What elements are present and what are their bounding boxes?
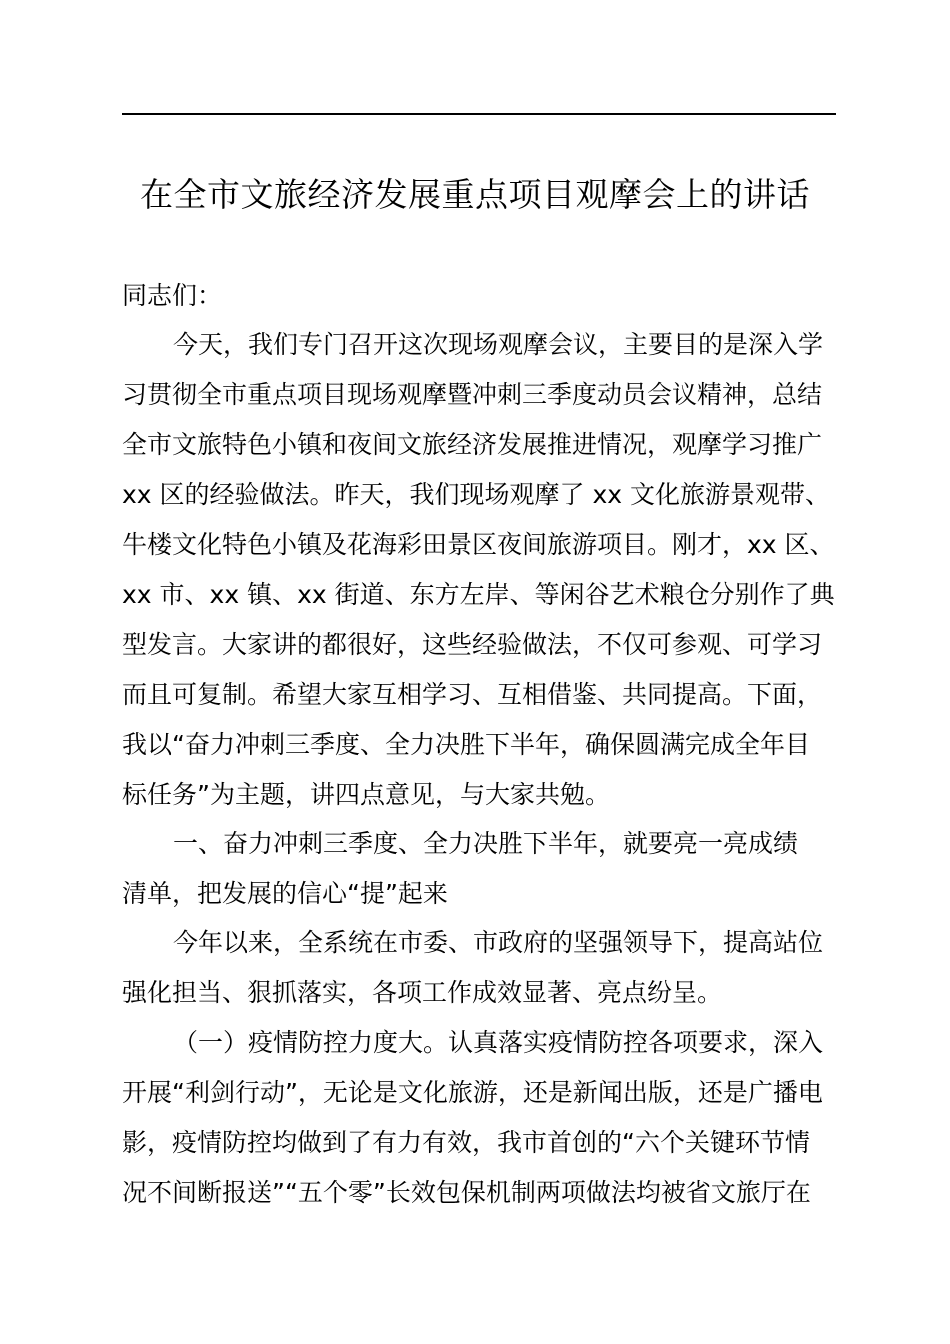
- section-heading-line: 清单，把发展的信心“提”起来: [122, 879, 448, 908]
- paragraph-line: 况不间断报送”“五个零”长效包保机制两项做法均被省文旅厅在: [122, 1178, 811, 1207]
- paragraph-line: 我以“奋力冲刺三季度、全力决胜下半年，确保圆满完成全年目: [122, 730, 810, 759]
- paragraph-line: （一）疫情防控力度大。认真落实疫情防控各项要求，深入: [173, 1028, 824, 1057]
- paragraph-line: 今年以来，全系统在市委、市政府的坚强领导下，提高站位: [173, 928, 824, 957]
- paragraph-line: 开展“利剑行动”，无论是文化旅游，还是新闻出版，还是广播电: [122, 1078, 823, 1107]
- paragraph-line: 型发言。大家讲的都很好，这些经验做法，不仅可参观、可学习: [122, 630, 823, 659]
- header-rule: [122, 113, 836, 115]
- paragraph-line: xx 区的经验做法。昨天，我们现场观摩了 xx 文化旅游景观带、: [122, 480, 831, 509]
- paragraph-line: 影，疫情防控均做到了有力有效，我市首创的“六个关键环节情: [122, 1128, 810, 1157]
- paragraph-line: 标任务”为主题，讲四点意见，与大家共勉。: [122, 780, 610, 809]
- salutation: 同志们：: [122, 281, 223, 310]
- paragraph-line: xx 市、xx 镇、xx 街道、东方左岸、等闲谷艺术粮仓分别作了典: [122, 580, 835, 609]
- paragraph-line: 强化担当、狠抓落实，各项工作成效显著、亮点纷呈。: [122, 978, 723, 1007]
- paragraph-line: 而且可复制。希望大家互相学习、互相借鉴、共同提高。下面，: [122, 680, 823, 709]
- paragraph-line: 习贯彻全市重点项目现场观摩暨冲刺三季度动员会议精神，总结: [122, 380, 823, 409]
- document-title: 在全市文旅经济发展重点项目观摩会上的讲话: [140, 175, 810, 214]
- paragraph-line: 牛楼文化特色小镇及花海彩田景区夜间旅游项目。刚才，xx 区、: [122, 530, 835, 559]
- paragraph-line: 全市文旅特色小镇和夜间文旅经济发展推进情况，观摩学习推广: [122, 430, 823, 459]
- paragraph-line: 今天，我们专门召开这次现场观摩会议，主要目的是深入学: [173, 330, 824, 359]
- section-heading-line: 一、奋力冲刺三季度、全力决胜下半年，就要亮一亮成绩: [173, 829, 799, 858]
